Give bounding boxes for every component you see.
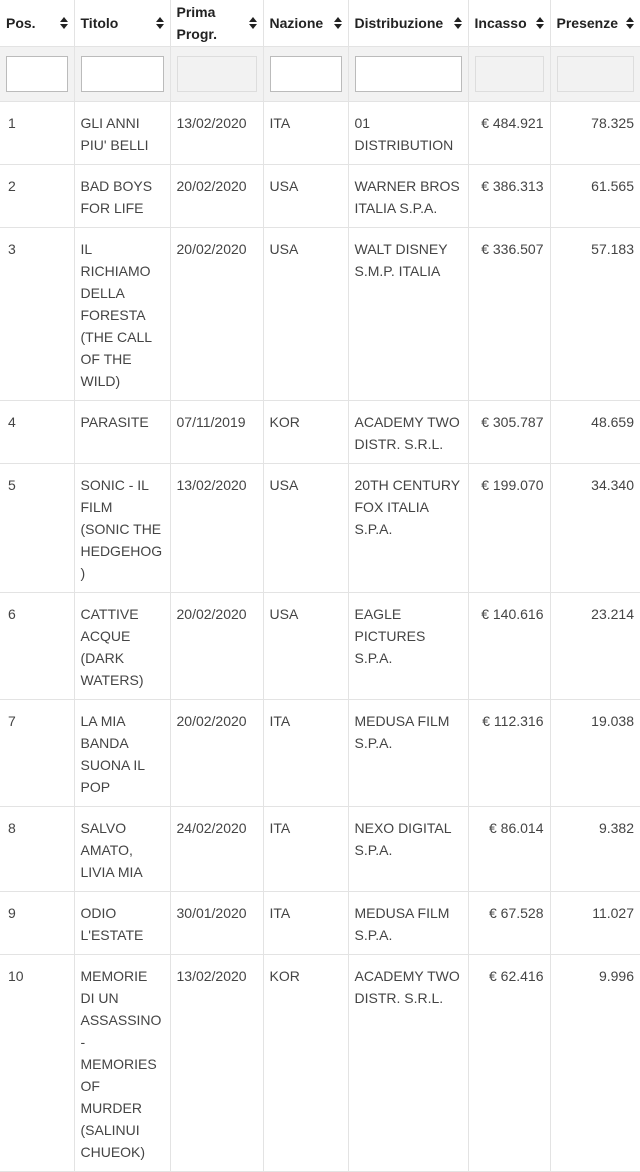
filter-cell-titolo bbox=[74, 47, 170, 102]
cell-prima: 20/02/2020 bbox=[170, 165, 263, 228]
cell-prima: 30/01/2020 bbox=[170, 892, 263, 955]
cell-distribuzione: WALT DISNEY S.M.P. ITALIA bbox=[348, 228, 468, 401]
cell-titolo: MEMORIE DI UN ASSASSINO - MEMORIES OF MURDER (SALINUI CHUEOK) bbox=[74, 955, 170, 1172]
cell-titolo: LA MIA BANDA SUONA IL POP bbox=[74, 700, 170, 807]
filter-input-pos[interactable] bbox=[6, 56, 68, 92]
cell-nazione: ITA bbox=[263, 102, 348, 165]
filter-input-titolo[interactable] bbox=[81, 56, 164, 92]
cell-nazione: USA bbox=[263, 228, 348, 401]
column-header-incasso[interactable] bbox=[468, 0, 550, 47]
cell-presenze: 19.038 bbox=[550, 700, 640, 807]
filter-row bbox=[0, 47, 640, 102]
cell-incasso: € 67.528 bbox=[468, 892, 550, 955]
cell-incasso: € 305.787 bbox=[468, 401, 550, 464]
cell-incasso: € 140.616 bbox=[468, 593, 550, 700]
filter-input-presenze bbox=[557, 56, 635, 92]
table-row bbox=[0, 807, 640, 892]
cell-prima: 20/02/2020 bbox=[170, 700, 263, 807]
filter-cell-incasso bbox=[468, 47, 550, 102]
cell-prima: 13/02/2020 bbox=[170, 464, 263, 593]
cell-titolo: GLI ANNI PIU' BELLI bbox=[74, 102, 170, 165]
cell-nazione: KOR bbox=[263, 955, 348, 1172]
table-row bbox=[0, 401, 640, 464]
table-row bbox=[0, 593, 640, 700]
cell-distribuzione: WARNER BROS ITALIA S.P.A. bbox=[348, 165, 468, 228]
sort-icon bbox=[59, 16, 69, 30]
filter-cell-prima bbox=[170, 47, 263, 102]
cell-incasso: € 386.313 bbox=[468, 165, 550, 228]
filter-cell-nazione bbox=[263, 47, 348, 102]
cell-prima: 20/02/2020 bbox=[170, 593, 263, 700]
cell-incasso: € 199.070 bbox=[468, 464, 550, 593]
cell-presenze: 23.214 bbox=[550, 593, 640, 700]
cell-distribuzione: ACADEMY TWO DISTR. S.R.L. bbox=[348, 955, 468, 1172]
table-row bbox=[0, 165, 640, 228]
filter-input-nazione[interactable] bbox=[270, 56, 342, 92]
cell-presenze: 11.027 bbox=[550, 892, 640, 955]
cell-titolo: CATTIVE ACQUE (DARK WATERS) bbox=[74, 593, 170, 700]
cell-prima: 13/02/2020 bbox=[170, 102, 263, 165]
cell-distribuzione: 01 DISTRIBUTION bbox=[348, 102, 468, 165]
sort-icon bbox=[333, 16, 343, 30]
filter-input-distribuzione[interactable] bbox=[355, 56, 462, 92]
cell-presenze: 9.382 bbox=[550, 807, 640, 892]
sort-icon bbox=[625, 16, 635, 30]
cell-presenze: 9.996 bbox=[550, 955, 640, 1172]
cell-nazione: USA bbox=[263, 165, 348, 228]
sort-icon bbox=[155, 16, 165, 30]
cell-prima: 07/11/2019 bbox=[170, 401, 263, 464]
cell-titolo: IL RICHIAMO DELLA FORESTA (THE CALL OF THE WILD) bbox=[74, 228, 170, 401]
cell-prima: 13/02/2020 bbox=[170, 955, 263, 1172]
column-header-prima[interactable] bbox=[170, 0, 263, 47]
cell-distribuzione: EAGLE PICTURES S.P.A. bbox=[348, 593, 468, 700]
cell-titolo: PARASITE bbox=[74, 401, 170, 464]
cell-pos: 3 bbox=[0, 228, 74, 401]
cell-titolo: SALVO AMATO, LIVIA MIA bbox=[74, 807, 170, 892]
cell-pos: 1 bbox=[0, 102, 74, 165]
cell-incasso: € 336.507 bbox=[468, 228, 550, 401]
cell-distribuzione: ACADEMY TWO DISTR. S.R.L. bbox=[348, 401, 468, 464]
column-header-label: Presenze bbox=[556, 15, 618, 31]
cell-incasso: € 112.316 bbox=[468, 700, 550, 807]
filter-input-prima bbox=[177, 56, 257, 92]
cell-presenze: 48.659 bbox=[550, 401, 640, 464]
sort-icon bbox=[248, 16, 258, 30]
filter-input-incasso bbox=[475, 56, 544, 92]
cell-distribuzione: NEXO DIGITAL S.P.A. bbox=[348, 807, 468, 892]
cell-distribuzione: MEDUSA FILM S.P.A. bbox=[348, 892, 468, 955]
filter-cell-distribuzione bbox=[348, 47, 468, 102]
column-header-pos[interactable] bbox=[0, 0, 74, 47]
cell-distribuzione: 20TH CENTURY FOX ITALIA S.P.A. bbox=[348, 464, 468, 593]
cell-pos: 8 bbox=[0, 807, 74, 892]
column-header-label: Distribuzione bbox=[354, 15, 444, 31]
table-row bbox=[0, 892, 640, 955]
cell-incasso: € 62.416 bbox=[468, 955, 550, 1172]
cell-pos: 7 bbox=[0, 700, 74, 807]
table-row bbox=[0, 228, 640, 401]
cell-presenze: 61.565 bbox=[550, 165, 640, 228]
cell-pos: 2 bbox=[0, 165, 74, 228]
sort-icon bbox=[453, 16, 463, 30]
header-row bbox=[0, 0, 640, 47]
cell-prima: 20/02/2020 bbox=[170, 228, 263, 401]
column-header-label: Nazione bbox=[269, 15, 324, 31]
column-header-distribuzione[interactable] bbox=[348, 0, 468, 47]
cell-pos: 6 bbox=[0, 593, 74, 700]
cell-nazione: KOR bbox=[263, 401, 348, 464]
cell-titolo: BAD BOYS FOR LIFE bbox=[74, 165, 170, 228]
table-row bbox=[0, 102, 640, 165]
column-header-titolo[interactable] bbox=[74, 0, 170, 47]
cell-nazione: USA bbox=[263, 593, 348, 700]
table-row bbox=[0, 700, 640, 807]
column-header-label: Pos. bbox=[6, 15, 36, 31]
cell-titolo: ODIO L'ESTATE bbox=[74, 892, 170, 955]
table-row bbox=[0, 955, 640, 1172]
cell-pos: 9 bbox=[0, 892, 74, 955]
filter-cell-presenze bbox=[550, 47, 640, 102]
cell-nazione: ITA bbox=[263, 700, 348, 807]
cell-incasso: € 86.014 bbox=[468, 807, 550, 892]
cell-presenze: 78.325 bbox=[550, 102, 640, 165]
cell-nazione: USA bbox=[263, 464, 348, 593]
column-header-label: Prima Progr. bbox=[176, 4, 217, 42]
sort-icon bbox=[535, 16, 545, 30]
filter-cell-pos bbox=[0, 47, 74, 102]
column-header-nazione[interactable] bbox=[263, 0, 348, 47]
cell-presenze: 34.340 bbox=[550, 464, 640, 593]
cell-pos: 5 bbox=[0, 464, 74, 593]
cell-prima: 24/02/2020 bbox=[170, 807, 263, 892]
table-row bbox=[0, 464, 640, 593]
cell-incasso: € 484.921 bbox=[468, 102, 550, 165]
column-header-label: Incasso bbox=[474, 15, 527, 31]
column-header-presenze[interactable] bbox=[550, 0, 640, 47]
cell-distribuzione: MEDUSA FILM S.P.A. bbox=[348, 700, 468, 807]
cell-pos: 4 bbox=[0, 401, 74, 464]
cell-nazione: ITA bbox=[263, 892, 348, 955]
cell-titolo: SONIC - IL FILM (SONIC THE HEDGEHOG) bbox=[74, 464, 170, 593]
cell-presenze: 57.183 bbox=[550, 228, 640, 401]
cell-pos: 10 bbox=[0, 955, 74, 1172]
cell-nazione: ITA bbox=[263, 807, 348, 892]
column-header-label: Titolo bbox=[80, 15, 119, 31]
